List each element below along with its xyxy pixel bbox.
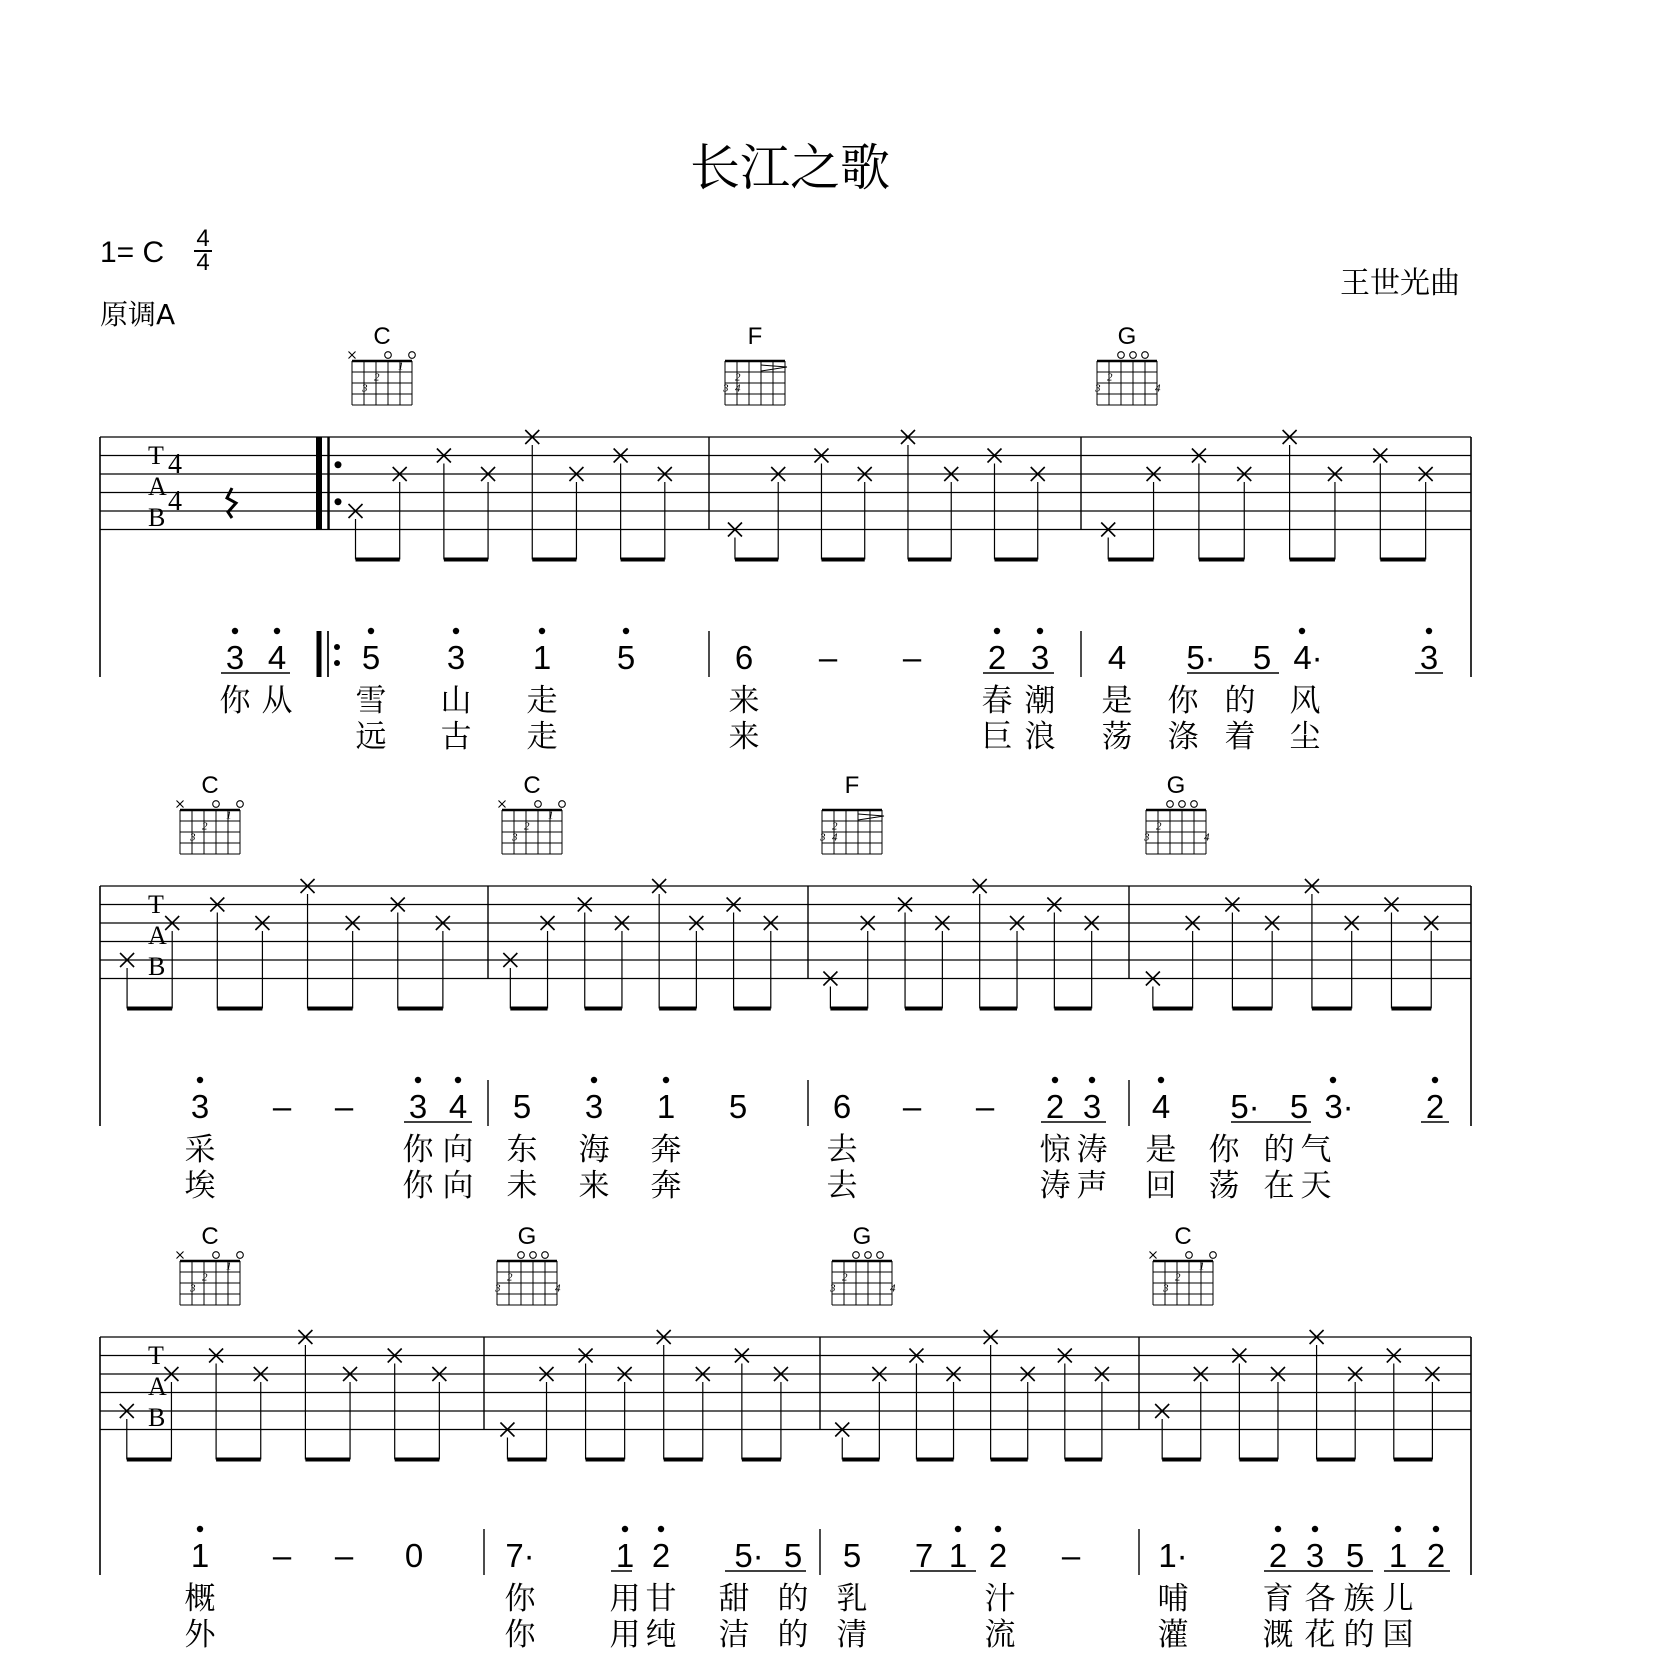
- lyric-verse-2: 外: [184, 1617, 216, 1653]
- octave-dot: [453, 628, 459, 634]
- composer: 王世光曲: [1340, 266, 1460, 301]
- finger-number: 3: [1144, 831, 1150, 844]
- lyric-verse-1: 你: [1167, 683, 1199, 719]
- lyric-verse-2: 巨: [981, 719, 1013, 755]
- lyric-verse-1: 涛: [1076, 1132, 1108, 1168]
- open-string-marker: [1186, 1252, 1193, 1259]
- lyric-verse-1: 采: [184, 1132, 216, 1168]
- jianpu-note: –: [902, 639, 922, 676]
- octave-dot: [994, 628, 1000, 634]
- lyric-verse-2: 古: [440, 719, 472, 755]
- open-string-marker: [1179, 801, 1186, 808]
- lyric-verse-2: 你: [402, 1168, 434, 1204]
- chord-diagram-f: [819, 810, 884, 854]
- finger-number: 2: [1156, 820, 1162, 833]
- open-string-marker: [213, 1252, 220, 1259]
- lyric-verse-1: 你: [1208, 1132, 1240, 1168]
- octave-dot: [1426, 628, 1432, 634]
- lyric-verse-1: 族: [1343, 1581, 1375, 1617]
- lyric-verse-2: 荡: [1208, 1168, 1240, 1204]
- open-string-marker: [1118, 352, 1125, 359]
- finger-number: 4: [1204, 831, 1210, 844]
- octave-dot: [1299, 628, 1305, 634]
- lyric-verse-1: 的: [1224, 683, 1256, 719]
- lyric-verse-1: 山: [440, 683, 472, 719]
- lyric-verse-1: 汁: [984, 1581, 1016, 1617]
- lyric-verse-2: 回: [1145, 1168, 1177, 1204]
- chord-diagram-g: [494, 1252, 561, 1305]
- finger-number: 2: [202, 1271, 208, 1284]
- tab-letter: B: [148, 503, 166, 532]
- tab-letter: A: [148, 921, 167, 950]
- open-string-marker: [385, 352, 392, 359]
- tab-letter: T: [148, 890, 164, 919]
- lyric-verse-2: 流: [984, 1617, 1016, 1653]
- finger-number: 1: [226, 1260, 232, 1273]
- open-string-marker: [1130, 352, 1137, 359]
- chord-diagram-g: [1143, 801, 1210, 854]
- jianpu-note: 7·: [505, 1537, 535, 1574]
- repeat-dot: [335, 461, 342, 468]
- lyric-verse-1: 概: [184, 1581, 216, 1617]
- jianpu-note: 3: [190, 1088, 210, 1125]
- jianpu-note: 5: [783, 1537, 803, 1574]
- barre-marker: [761, 365, 787, 371]
- open-string-marker: [542, 1252, 549, 1259]
- jianpu-note: 4: [267, 639, 287, 676]
- open-string-marker: [237, 1252, 244, 1259]
- octave-dot: [1433, 1526, 1439, 1532]
- jianpu-note: 2: [987, 639, 1007, 676]
- tab-letter: T: [148, 441, 164, 470]
- octave-dot: [197, 1077, 203, 1083]
- octave-dot: [591, 1077, 597, 1083]
- octave-dot: [1275, 1526, 1281, 1532]
- finger-number: 2: [842, 1271, 848, 1284]
- lyric-verse-2: 的: [777, 1617, 809, 1653]
- finger-number: 2: [202, 820, 208, 833]
- lyric-verse-1: 奔: [650, 1132, 682, 1168]
- lyric-verse-2: 洁: [718, 1617, 750, 1653]
- original-key: 原调A: [100, 298, 176, 331]
- jianpu-note: 2: [1268, 1537, 1288, 1574]
- jianpu-note: 3: [446, 639, 466, 676]
- open-string-marker: [853, 1252, 860, 1259]
- chord-diagram-c: [1150, 1252, 1217, 1306]
- lyric-verse-1: 雪: [355, 683, 387, 719]
- lyric-verse-1: 你: [504, 1581, 536, 1617]
- octave-dot: [455, 1077, 461, 1083]
- lyric-verse-1: 走: [526, 683, 558, 719]
- jianpu-note: 1: [532, 639, 552, 676]
- chord-diagram-f: [722, 361, 787, 405]
- finger-number: 4: [555, 1282, 561, 1295]
- chord-diagram-g: [829, 1252, 896, 1305]
- chord-name: G: [1117, 323, 1137, 350]
- jianpu-note: 0: [404, 1537, 424, 1574]
- jianpu-note: –: [272, 1537, 292, 1574]
- time-signature-bottom: 4: [196, 249, 210, 276]
- lyric-verse-2: 去: [826, 1168, 858, 1204]
- lyric-verse-2: 国: [1382, 1617, 1414, 1653]
- jianpu-note: –: [902, 1088, 922, 1125]
- jianpu-note: –: [334, 1537, 354, 1574]
- lyric-verse-2: 来: [728, 719, 760, 755]
- finger-number: 3: [512, 831, 518, 844]
- jianpu-note: 3: [225, 639, 245, 676]
- repeat-dot: [334, 644, 340, 650]
- finger-number: 1: [548, 809, 554, 822]
- lyric-verse-2: 埃: [184, 1168, 216, 1204]
- lyric-verse-1: 乳: [836, 1581, 868, 1617]
- finger-number: 3: [190, 1282, 196, 1295]
- finger-number: 3: [362, 382, 368, 395]
- lyric-verse-1: 用: [609, 1581, 641, 1617]
- jianpu-note: –: [272, 1088, 292, 1125]
- lyric-verse-1: 是: [1145, 1132, 1177, 1168]
- lyric-verse-1: 去: [826, 1132, 858, 1168]
- finger-number: 3: [723, 382, 729, 395]
- jianpu-note: 5: [842, 1537, 862, 1574]
- lyric-verse-2: 天: [1300, 1168, 1332, 1204]
- open-string-marker: [1167, 801, 1174, 808]
- octave-dot: [995, 1526, 1001, 1532]
- finger-number: 4: [735, 382, 741, 395]
- lyric-verse-2: 清: [836, 1617, 868, 1653]
- lyric-verse-2: 溉: [1262, 1617, 1294, 1653]
- lyric-verse-2: 的: [1343, 1617, 1375, 1653]
- lyric-verse-2: 涛: [1039, 1168, 1071, 1204]
- jianpu-note: 4: [448, 1088, 468, 1125]
- finger-number: 2: [524, 820, 530, 833]
- chord-diagram-c: [177, 801, 244, 855]
- open-string-marker: [530, 1252, 537, 1259]
- lyric-verse-2: 灌: [1157, 1617, 1189, 1653]
- lyric-verse-1: 从: [261, 683, 293, 719]
- chord-diagram-g: [1094, 352, 1161, 405]
- song-title: 长江之歌: [690, 139, 890, 197]
- chord-name: C: [523, 772, 541, 799]
- chord-name: G: [852, 1223, 872, 1250]
- lyric-verse-1: 风: [1289, 683, 1321, 719]
- jianpu-note: –: [334, 1088, 354, 1125]
- tab-letter: B: [148, 1403, 166, 1432]
- finger-number: 2: [1107, 371, 1113, 384]
- finger-number: 4: [1155, 382, 1161, 395]
- lyric-verse-1: 甜: [718, 1581, 750, 1617]
- jianpu-note: 1: [656, 1088, 676, 1125]
- lyric-verse-2: 浪: [1024, 719, 1056, 755]
- jianpu-note: 7: [914, 1537, 934, 1574]
- repeat-dot: [335, 498, 342, 505]
- tab-time-top: 4: [168, 449, 182, 480]
- lyric-verse-2: 花: [1304, 1617, 1336, 1653]
- jianpu-note: 5: [728, 1088, 748, 1125]
- finger-number: 3: [1095, 382, 1101, 395]
- finger-number: 2: [832, 820, 838, 833]
- octave-dot: [1395, 1526, 1401, 1532]
- jianpu-note: 3: [1082, 1088, 1102, 1125]
- finger-number: 3: [830, 1282, 836, 1295]
- octave-dot: [623, 628, 629, 634]
- octave-dot: [955, 1526, 961, 1532]
- octave-dot: [1089, 1077, 1095, 1083]
- chord-name: C: [373, 323, 391, 350]
- open-string-marker: [213, 801, 220, 808]
- jianpu-note: 4: [1151, 1088, 1171, 1125]
- jianpu-note: 5: [1345, 1537, 1365, 1574]
- tab-letter: B: [148, 952, 166, 981]
- octave-dot: [1432, 1077, 1438, 1083]
- lyric-verse-2: 涤: [1167, 719, 1199, 755]
- jianpu-note: 5: [1252, 639, 1272, 676]
- jianpu-note: 6: [734, 639, 754, 676]
- lyric-verse-1: 育: [1262, 1581, 1294, 1617]
- lyric-verse-1: 东: [506, 1132, 538, 1168]
- tab-letter: T: [148, 1341, 164, 1370]
- tab-letter: A: [148, 472, 167, 501]
- lyric-verse-2: 在: [1263, 1168, 1295, 1204]
- chord-name: F: [747, 323, 763, 350]
- finger-number: 1: [1199, 1260, 1205, 1273]
- octave-dot: [232, 628, 238, 634]
- chord-name: C: [201, 772, 219, 799]
- lyric-verse-1: 向: [442, 1132, 474, 1168]
- lyric-verse-1: 惊: [1039, 1132, 1071, 1168]
- lyric-verse-2: 远: [355, 719, 387, 755]
- repeat-dot: [334, 660, 340, 666]
- open-string-marker: [409, 352, 416, 359]
- chord-name: F: [844, 772, 860, 799]
- octave-dot: [274, 628, 280, 634]
- jianpu-note: 1·: [1158, 1537, 1188, 1574]
- lyric-verse-1: 你: [219, 683, 251, 719]
- jianpu-note: –: [1061, 1537, 1081, 1574]
- lyric-verse-2: 来: [578, 1168, 610, 1204]
- finger-number: 1: [226, 809, 232, 822]
- jianpu-note: 1: [948, 1537, 968, 1574]
- jianpu-note: 5: [1289, 1088, 1309, 1125]
- jianpu-note: –: [818, 639, 838, 676]
- jianpu-note: 3: [1305, 1537, 1325, 1574]
- jianpu-note: 5·: [1230, 1088, 1260, 1125]
- lyric-verse-1: 的: [1263, 1132, 1295, 1168]
- lyric-verse-2: 荡: [1101, 719, 1133, 755]
- jianpu-note: 3: [408, 1088, 428, 1125]
- chord-name: G: [517, 1223, 537, 1250]
- finger-number: 1: [398, 360, 404, 373]
- chord-name: C: [1174, 1223, 1192, 1250]
- finger-number: 3: [190, 831, 196, 844]
- lyric-verse-1: 各: [1304, 1581, 1336, 1617]
- barre-marker: [858, 814, 884, 820]
- lyric-verse-2: 纯: [645, 1617, 677, 1653]
- open-string-marker: [237, 801, 244, 808]
- octave-dot: [415, 1077, 421, 1083]
- open-string-marker: [865, 1252, 872, 1259]
- jianpu-note: 1: [615, 1537, 635, 1574]
- lyric-verse-1: 你: [402, 1132, 434, 1168]
- open-string-marker: [1191, 801, 1198, 808]
- jianpu-note: 5: [361, 639, 381, 676]
- finger-number: 2: [1175, 1271, 1181, 1284]
- jianpu-note: 5: [512, 1088, 532, 1125]
- lyric-verse-1: 春: [981, 683, 1013, 719]
- lyric-verse-2: 用: [609, 1617, 641, 1653]
- lyric-verse-2: 着: [1224, 719, 1256, 755]
- finger-number: 4: [890, 1282, 896, 1295]
- chord-diagram-c: [177, 1252, 244, 1306]
- octave-dot: [197, 1526, 203, 1532]
- jianpu-note: –: [975, 1088, 995, 1125]
- chord-name: C: [201, 1223, 219, 1250]
- lyric-verse-1: 哺: [1157, 1581, 1189, 1617]
- jianpu-note: 2: [1426, 1537, 1446, 1574]
- jianpu-note: 1: [1388, 1537, 1408, 1574]
- open-string-marker: [518, 1252, 525, 1259]
- finger-number: 3: [820, 831, 826, 844]
- octave-dot: [658, 1526, 664, 1532]
- jianpu-note: 5·: [1186, 639, 1216, 676]
- jianpu-note: 2: [1045, 1088, 1065, 1125]
- tab-time-bottom: 4: [168, 486, 182, 517]
- jianpu-note: 3: [1419, 639, 1439, 676]
- lyric-verse-1: 潮: [1024, 683, 1056, 719]
- lyric-verse-1: 儿: [1382, 1581, 1414, 1617]
- finger-number: 4: [832, 831, 838, 844]
- finger-number: 3: [495, 1282, 501, 1295]
- lyric-verse-1: 甘: [645, 1581, 677, 1617]
- open-string-marker: [535, 801, 542, 808]
- jianpu-note: 3·: [1324, 1088, 1354, 1125]
- open-string-marker: [559, 801, 566, 808]
- jianpu-note: 4·: [1293, 639, 1323, 676]
- finger-number: 2: [735, 371, 741, 384]
- open-string-marker: [877, 1252, 884, 1259]
- jianpu-note: 2: [1425, 1088, 1445, 1125]
- chord-diagram-c: [349, 352, 416, 406]
- lyric-verse-1: 的: [777, 1581, 809, 1617]
- jianpu-note: 4: [1107, 639, 1127, 676]
- octave-dot: [368, 628, 374, 634]
- jianpu-note: 1: [190, 1537, 210, 1574]
- lyric-verse-2: 奔: [650, 1168, 682, 1204]
- jianpu-note: 6: [832, 1088, 852, 1125]
- lyric-verse-1: 来: [728, 683, 760, 719]
- jianpu-note: 5·: [734, 1537, 764, 1574]
- octave-dot: [539, 628, 545, 634]
- open-string-marker: [1142, 352, 1149, 359]
- lyric-verse-2: 你: [504, 1617, 536, 1653]
- octave-dot: [1312, 1526, 1318, 1532]
- open-string-marker: [1210, 1252, 1217, 1259]
- lyric-verse-1: 海: [578, 1132, 610, 1168]
- key-signature: 1= C: [100, 236, 165, 269]
- chord-name: G: [1166, 772, 1186, 799]
- lyric-verse-2: 向: [442, 1168, 474, 1204]
- finger-number: 3: [1163, 1282, 1169, 1295]
- lyric-verse-1: 是: [1101, 683, 1133, 719]
- jianpu-note: 3: [584, 1088, 604, 1125]
- octave-dot: [663, 1077, 669, 1083]
- lyric-verse-2: 未: [506, 1168, 538, 1204]
- jianpu-note: 2: [651, 1537, 671, 1574]
- finger-number: 2: [507, 1271, 513, 1284]
- jianpu-note: 2: [988, 1537, 1008, 1574]
- lyric-verse-1: 气: [1300, 1132, 1332, 1168]
- finger-number: 2: [374, 371, 380, 384]
- octave-dot: [1158, 1077, 1164, 1083]
- octave-dot: [1052, 1077, 1058, 1083]
- jianpu-note: 3: [1030, 639, 1050, 676]
- tab-letter: A: [148, 1372, 167, 1401]
- jianpu-note: 5: [616, 639, 636, 676]
- lyric-verse-2: 声: [1076, 1168, 1108, 1204]
- time-signature-top: 4: [196, 225, 210, 252]
- octave-dot: [1037, 628, 1043, 634]
- lyric-verse-2: 走: [526, 719, 558, 755]
- chord-diagram-c: [499, 801, 566, 855]
- octave-dot: [1330, 1077, 1336, 1083]
- octave-dot: [622, 1526, 628, 1532]
- lyric-verse-2: 尘: [1289, 719, 1321, 755]
